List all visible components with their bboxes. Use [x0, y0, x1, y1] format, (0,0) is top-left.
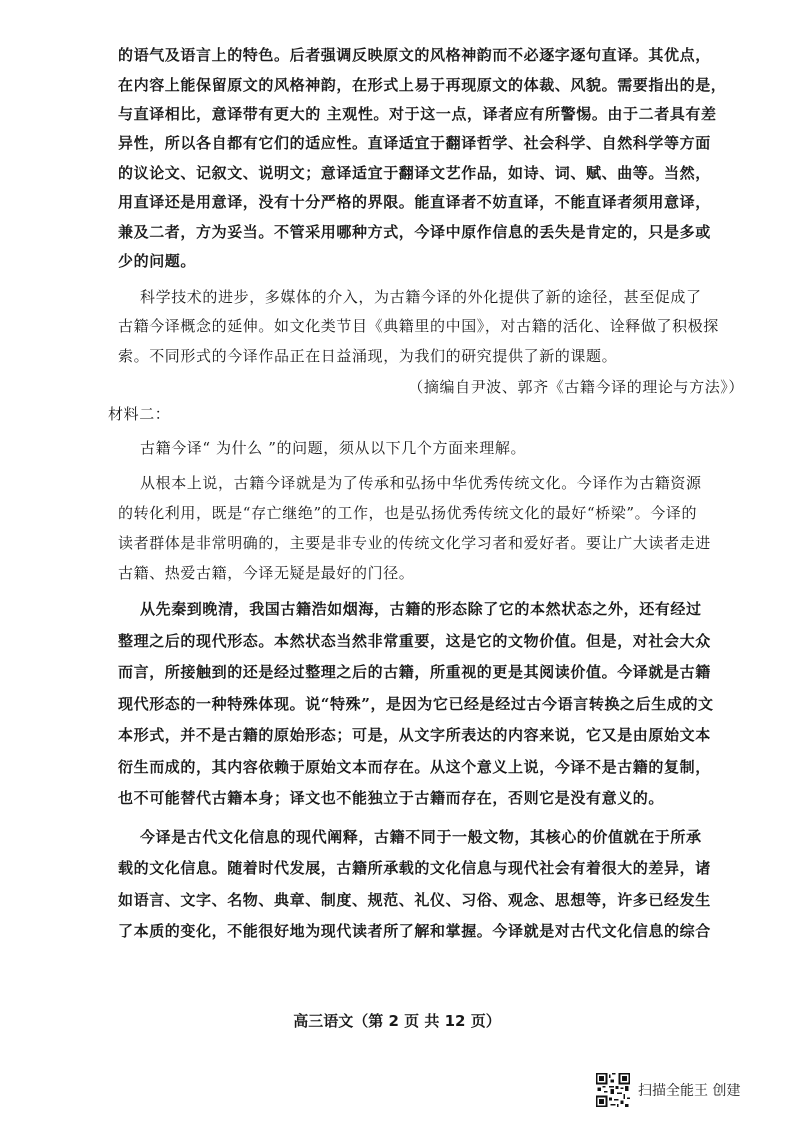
paragraph-line: 索。不同形式的今译作品正在日益涌现，为我们的研究提供了新的课题。	[118, 347, 618, 365]
paragraph-line: 的语气及语言上的特色。后者强调反映原文的风格神韵而不必逐字逐句直译。其优点，	[118, 46, 711, 64]
paragraph-line: 科学技术的进步，多媒体的介入，为古籍今译的外化提供了新的途径，甚至促成了	[140, 288, 702, 306]
paragraph-line: 少的问题。	[118, 252, 197, 270]
paragraph-line: 从先秦到晚清，我国古籍浩如烟海，古籍的形态除了它的本然状态之外，还有经过	[140, 600, 702, 618]
material-heading: 材料二：	[108, 405, 171, 423]
paragraph-line: 读者群体是非常明确的，主要是非专业的传统文化学习者和爱好者。要让广大读者走进	[118, 534, 711, 552]
scanner-watermark	[596, 1073, 740, 1107]
paragraph-line: 整理之后的现代形态。本然状态当然非常重要，这是它的文物价值。但是，对社会大众	[118, 632, 711, 650]
scanner-app-label: 扫描全能王 创建	[638, 1083, 741, 1099]
paragraph-line: 了本质的变化，不能很好地为现代读者所了解和掌握。今译就是对古代文化信息的综合	[118, 922, 711, 940]
paragraph-line: 的议论文、记叙文、说明文；意译适宜于翻译文艺作品，如诗、词、赋、曲等。当然，	[118, 164, 711, 182]
page-footer: 高三语文（第 2 页 共 12 页）	[293, 1012, 501, 1030]
source-citation: （摘编自尹波、郭齐《古籍今译的理论与方法》）	[408, 378, 744, 396]
paragraph-line: 也不可能替代古籍本身；译文也不能独立于古籍而存在，否则它是没有意义的。	[118, 789, 665, 807]
paragraph-line: 的转化利用，既是“存亡继绝”的工作，也是弘扬优秀传统文化的最好“桥梁”。今译的	[118, 504, 698, 522]
paragraph-line: 兼及二者，方为妥当。不管采用哪种方式，今译中原作信息的丢失是肯定的，只是多或	[118, 223, 711, 241]
paragraph-line: 今译是古代文化信息的现代阐释，古籍不同于一般文物，其核心的价值就在于所承	[140, 828, 702, 846]
paragraph-line: 现代形态的一种特殊体现。说“特殊”，是因为它已经是经过古今语言转换之后生成的文	[118, 695, 714, 713]
paragraph-line: 载的文化信息。随着时代发展，古籍所承载的文化信息与现代社会有着很大的差异，诸	[118, 859, 711, 877]
paragraph-line: 本形式，并不是古籍的原始形态；可是，从文字所表达的内容来说，它又是由原始文本	[118, 726, 711, 744]
paragraph-line: 衍生而成的，其内容依赖于原始文本而存在。从这个意义上说，今译不是古籍的复制，	[118, 758, 711, 776]
paragraph-line: 异性，所以各自都有它们的适应性。直译适宜于翻译哲学、社会科学、自然科学等方面	[118, 134, 711, 152]
paragraph-line: 如语言、文字、名物、典章、制度、规范、礼仪、习俗、观念、思想等，许多已经发生	[118, 891, 711, 909]
paragraph-line: 与直译相比，意译带有更大的 主观性。对于这一点，译者应有所警惕。由于二者具有差	[118, 105, 717, 123]
qr-code-icon	[596, 1073, 630, 1107]
paragraph-line: 在内容上能保留原文的风格神韵，在形式上易于再现原文的体裁、风貌。需要指出的是，	[118, 76, 727, 94]
paragraph-line: 从根本上说，古籍今译就是为了传承和弘扬中华优秀传统文化。今译作为古籍资源	[140, 474, 702, 492]
paragraph-line: 而言，所接触到的还是经过整理之后的古籍，所重视的更是其阅读价值。今译就是古籍	[118, 663, 711, 681]
paragraph-line: 古籍、热爱古籍，今译无疑是最好的门径。	[118, 564, 415, 582]
paragraph-line: 古籍今译概念的延伸。如文化类节目《典籍里的中国》，对古籍的活化、诠释做了积极探	[118, 317, 719, 335]
material-intro: 古籍今译“ 为什么 ”的问题，须从以下几个方面来理解。	[140, 439, 527, 457]
paragraph-line: 用直译还是用意译，没有十分严格的界限。能直译者不妨直译，不能直译者须用意译，	[118, 193, 711, 211]
